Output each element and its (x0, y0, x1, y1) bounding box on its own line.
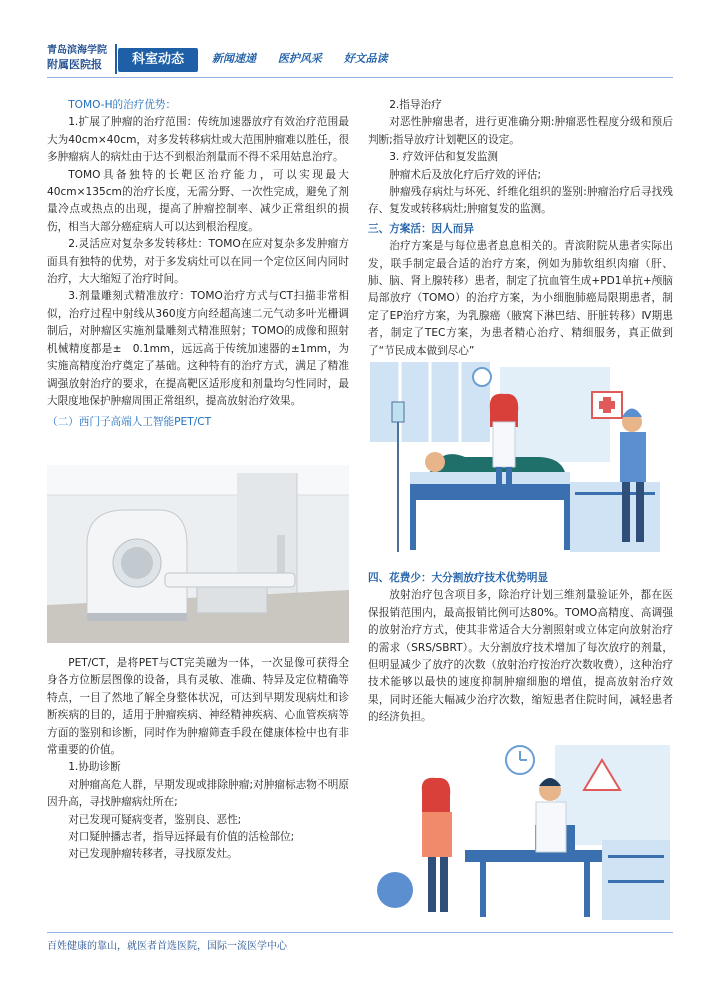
section4-title: 四、花费少：大分割放疗技术优势明显 (368, 572, 549, 584)
paragraph: 对肿瘤高危人群，早期发现或排除肿瘤;对肿瘤标志物不明原因升高，寻找肿瘤病灶所在; (47, 778, 349, 809)
paragraph: 1.协助诊断 (68, 761, 121, 774)
section3-title: 三、方案活：因人而异 (368, 222, 474, 235)
footer-slogan: 百姓健康的靠山，就医者首选医院，国际一流医学中心 (47, 941, 287, 952)
paragraph: 对恶性肿瘤患者，进行更准确分期:肿瘤恶性程度分级和预后判断;指导放疗计划靶区的设定。 (368, 116, 673, 146)
header-slogans (212, 50, 406, 66)
slogan-staff: 医护风采 (277, 52, 322, 65)
hospital-logo (47, 44, 117, 74)
paragraph: 3.剂量雕刻式精准放疗：TOMO治疗方式与CT扫描非常相似，治疗过程中射线从360度方向经超高速二元气动多叶光栅调制后，对肿瘤区实施剂量雕刻式精准照射；TOMO的成像和照射机械精度都是± 0.1mm，远远高于传统加速器的±1mm，为实施高精度治疗奠定了基础。这种特有的治疗方式，满足了精准调强放射治疗的要求，在提高靶区适形度和剂量均匀性同时，最大限度地保护肿瘤周围正常组织，提高放射治疗效果。 (47, 290, 349, 407)
paragraph: PET/CT，是将PET与CT完美融为一体，一次显像可获得全身各方位断层图像的设备，具有灵敏、准确、特异及定位精确等特点，一目了然地了解全身整体状况，可达到早期发现病灶和诊断疾病的目的，适用于肿瘤疾病、神经精神疾病、心血管疾病等方面的鉴别和诊断，同时作为肿瘤筛查手段在健康体检中也有非常重要的价值。 (47, 657, 349, 757)
paragraph: 对口疑肿播志者，指导远择最有价值的活检部位; (68, 831, 295, 844)
paragraph: 肿瘤术后及放化疗后疗效的评估; (389, 168, 542, 181)
paragraph: 2.灵活应对复杂多发转移灶：TOMO在应对复杂多发肿瘤方面具有独特的优势，对于多发病灶可以在同一个定位区间内同时治疗，大大缩短了治疗时间。 (47, 238, 349, 286)
section-tab: 科室动态 (118, 48, 198, 72)
hospital-room-illustration (370, 362, 670, 558)
right-column-mid (368, 570, 673, 727)
left-column-top (47, 97, 349, 432)
paragraph: TOMO具备独特的长靶区治疗能力，可以实现最大40cm×135cm的治疗长度，无需分野、一次性完成，避免了剂量冷点或热点的出现，提高了肿瘤控制率、减少正常组织的损伤，相当大部分癌症病人可以达到根治程度。 (47, 168, 349, 233)
right-column-top (368, 97, 673, 360)
paragraph: 3. 疗效评估和复发监测 (389, 151, 499, 164)
slogan-articles: 好文品读 (343, 52, 388, 65)
header-divider (47, 77, 673, 78)
paragraph: 1.扩展了肿瘤的治疗范围：传统加速器放疗有效治疗范围最大为40cm×40cm，对多发转移病灶或大范围肿瘤难以胜任，很多肿瘤病人的病灶由于达不到根治剂量而不得不采用姑息治疗。 (47, 116, 349, 164)
tomo-heading: TOMO-H的治疗优势： (68, 99, 177, 111)
paragraph: 对已发现肿瘤转移者，寻找原发灶。 (68, 848, 238, 861)
pet-ct-photo (47, 465, 349, 643)
logo-line2: 附属医院报 (47, 58, 102, 71)
paragraph: 放射治疗包含项目多，除治疗计划三维剂量验证外，都在医保报销范围内，最高报销比例可达80%。TOMO高精度、高调强的放射治疗方式，使其非常适合大分割照射或立体定向放射治疗的需求（SRS/SBRT）。大分割放疗技术增加了每次放疗的剂量，但明显减少了放疗的次数（放射治疗按治疗次数收费），这种治疗技术能够以最快的速度抑制肿瘤细胞的增值，提高放射治疗效果，同时还能大幅减少治疗次数，缩短患者住院时间，减轻患者的经济负担。 (368, 589, 673, 724)
logo-line1: 青岛滨海学院 (47, 45, 107, 56)
pet-heading: （二）西门子高端人工智能PET/CT (47, 416, 212, 429)
header (0, 0, 720, 78)
left-column-bottom (47, 655, 349, 864)
slogan-news: 新闻速递 (212, 52, 256, 65)
paragraph: 对已发现可疑病变者，鉴别良、恶性; (68, 813, 242, 826)
footer-divider (47, 932, 673, 933)
paragraph: 肿瘤残存病灶与坏死、纤维化组织的鉴别:肿瘤治疗后寻找残存、复发或转移病灶;肿瘤复发的监测。 (368, 186, 673, 216)
paragraph: 2.指导治疗 (389, 99, 442, 111)
consultation-illustration (370, 740, 670, 920)
paragraph: 治疗方案是与每位患者息息相关的。青滨附院从患者实际出发，联手制定最合适的治疗方案，例如为肺软组织肉瘤（肝、肺、脑、肾上腺转移）患者，制定了抗血管生成+PD1单抗+颅脑局部放疗（TOMO）的治疗方案，为小细胞肺癌局限期患者，制定了EP治疗方案，为乳腺癌（腋窝下淋巴结、肝脏转移）Ⅳ期患者，制定了TEC方案，为患者精心治疗、精细服务，真正做到了“节民成本做到尽心” (368, 240, 673, 357)
